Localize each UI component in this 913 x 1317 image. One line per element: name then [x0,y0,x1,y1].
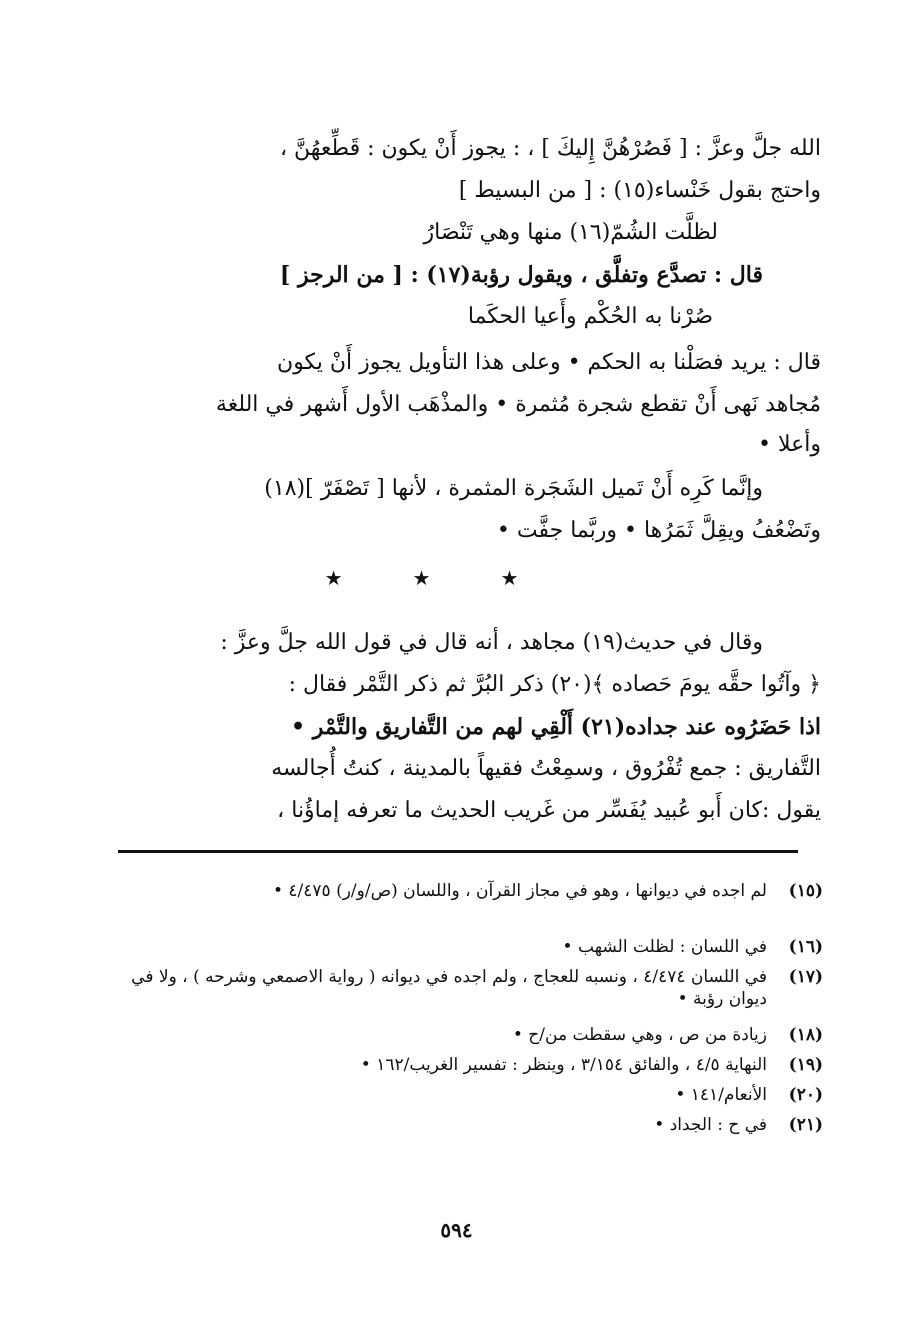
body-line: قال : يريد فصَلْنا به الحكم • وعلى هذا التأويل يجوز أَنْ يكون [277,350,821,375]
footnote-number: (١٦) [788,937,823,957]
body-line: يقول :كان أَبو عُبيد يُفَسِّر من غَريب الحديث ما تعرفه إماؤُنا ، [277,798,821,823]
body-line: واحتج بقول خَنْساء(١٥) : [ من البسيط ] [458,178,821,203]
body-line: ﴿ وآتُوا حقَّه يومَ حَصاده ﴾(٢٠) ذكر البُرَّ ثم ذكر التَّمْر فقال : [288,672,821,697]
body-line: التَّفاريق : جمع تُفْرُوق ، وسمِعْتُ فقيهاً بالمدينة ، كنتُ أُجالسه [271,756,821,781]
body-line: وقال في حديث(١٩) مجاهد ، أنه قال في قول الله جلَّ وعزَّ : [220,630,763,655]
footnote [123,936,823,958]
footnote [123,1054,823,1076]
footnote [123,966,823,1010]
footnote [123,1084,823,1106]
body-line: وأعلا • [758,432,821,457]
footnote-number: (١٨) [788,1025,823,1045]
footnote-text: في اللسان : لظلت الشهب • [562,937,767,957]
footnote-number: (١٧) [788,967,823,987]
body-line: وإنَّما كَرِه أَنْ تَميل الشَجَرة المثمرة ، لأنها [ تَصْفَرّ ](١٨) [264,476,763,501]
footnote [123,1024,823,1046]
verse-line: صُرْنا به الحُكْم وأَعيا الحكَما [467,304,713,329]
body-line: قال : تصدَّع وتفلَّق ، ويقول رؤبة(١٧) : [ من الرجز ] [279,262,763,288]
footnote [123,1114,823,1136]
footnote-number: (٢١) [788,1115,823,1135]
body-line: اذا حَضَرُوه عند جداده(٢١) أَلْقِي لهم من التَّفاريق والتَّمْر • [291,714,821,740]
footnote-number: (١٩) [788,1055,823,1075]
footnote-text: زيادة من ص ، وهي سقطت من/ح • [512,1025,767,1045]
body-line: مُجاهد نَهى أَنْ تقطع شجرة مُثمرة • والمذْهَب الأول أَشهر في اللغة [215,392,821,417]
footnote-text: في ح : الجداد • [654,1115,767,1135]
footnote-text: في اللسان ٤/٤٧٤ ، ونسبه للعجاج ، ولم اجده في ديوانه ( رواية الاصمعي وشرحه ) ، ولا في ديوان رؤبة • [131,967,767,1009]
footnote-text: الأنعام/١٤١ • [675,1085,767,1105]
footnote-text: لم اجده في ديوانها ، وهو في مجاز القرآن ، واللسان (ص/و/ر) ٤/٤٧٥ • [272,881,767,901]
body-line: الله جلَّ وعزَّ : [ فَصُرْهُنَّ إِليكَ ] ، : يجوز أَنْ يكون : قَطِّعهُنَّ ، [279,136,821,161]
page-number: ٥٩٤ [440,1218,473,1242]
body-line: وتَضْعُفُ ويقِلَّ ثَمَرُها • وربَّما جفَّت • [496,518,821,543]
footnote-separator [118,850,798,853]
verse-line: لظلَّت الشُمّ(١٦) منها وهي تَنْصَارُ [423,220,718,245]
footnote [123,880,823,902]
footnote-number: (٢٠) [788,1085,823,1105]
footnote-text: النهاية ٤/٥ ، والفائق ٣/١٥٤ ، وينظر : تفسير الغريب/١٦٢ • [360,1055,767,1075]
footnote-number: (١٥) [788,881,823,901]
section-divider-stars: ★★★ [324,566,589,590]
